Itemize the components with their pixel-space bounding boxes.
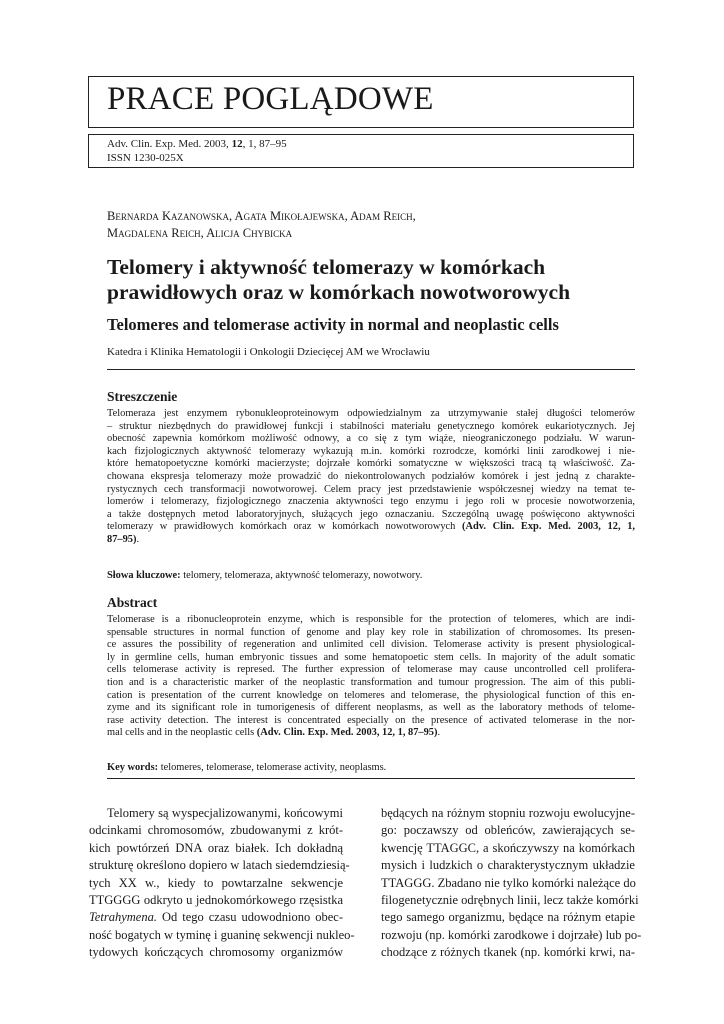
- abstract-heading: Abstract: [107, 595, 158, 610]
- text-line: chodzące z różnych tkanek (np. komórki krwi, na-: [381, 945, 635, 960]
- text-line: kach fizjologicznych aktywność telomerazy wykazują m.in. komórki rozrodcze, komórki linii zarodkowej i nie-: [107, 445, 635, 457]
- text-line: Telomerase is a ribonucleoprotein enzyme, which is responsible for the protection of telomeres, which are indi-: [107, 614, 635, 625]
- keywords-english: [107, 762, 635, 773]
- text-line: kwencję TTAGGC, a skończywszy na komórkach: [381, 840, 635, 855]
- authors-line: Bernarda Kazanowska, Agata Mikołajewska, Adam Reich,: [107, 209, 416, 223]
- section-header-box: [88, 76, 634, 128]
- keywords-label: Key words:: [107, 762, 159, 773]
- text-line: Telomeraza jest enzymem rybonukleoproteinowym odpowiedzialnym za utrzymywanie stałej długości telomerów: [107, 408, 635, 419]
- keywords-text: telomery, telomeraza, aktywność telomerazy, nowotwory.: [180, 570, 423, 581]
- text-line: rozwoju (np. komórki zarodkowe i dojrzałe) lub po-: [381, 927, 642, 942]
- citation-bold: 87–95): [107, 533, 137, 545]
- text-line: – struktur niezbędnych do prawidłowej funkcji i stabilności materiału genetycznego komórek eukariotycznych. Jej: [107, 420, 635, 432]
- text-line: kich powtórzeń DNA oraz białek. Ich dokładną: [89, 840, 343, 855]
- text-line: go: poczawszy od obleńców, zawierających se-: [381, 823, 635, 838]
- body-column-right: [381, 805, 642, 962]
- issn: ISSN 1230-025X: [107, 152, 184, 164]
- text-line: a także dostępnych metod laboratoryjnych, służących jego oznaczaniu. Szczególną uwagę poświęcono aktywności: [107, 508, 635, 520]
- text-line: tego samego organizmu, będące na różnym etapie: [381, 910, 635, 925]
- text-line: TTAGGG. Zbadano nie tylko komórki należące do: [381, 875, 636, 890]
- keywords-text: telomeres, telomerase, telomerase activity, neoplasms.: [158, 762, 387, 773]
- text-line: cation is presentation of the current knowledge on telomeres and telomerase, the physiological function of this en-: [107, 689, 635, 701]
- article-title-english: Telomeres and telomerase activity in normal and neoplastic cells: [107, 315, 559, 334]
- text-line: tion and is a characteristic marker of the neoplastic transformation and tumour progression. The aim of this publi-: [107, 676, 635, 688]
- text-line: rase activity detection. The interest is concentrated especially on the presence of activated telomerase in the nor-: [107, 714, 635, 726]
- text-span: .: [437, 727, 441, 739]
- title-line: prawidłowych oraz w komórkach nowotworowych: [107, 280, 571, 304]
- citation-volume: 12: [231, 138, 243, 150]
- text-line: filogenetycznie odrębnych linii, lecz także komórki: [381, 893, 639, 908]
- text-line: będących na różnym stopniu rozwoju ewolucyjne-: [381, 806, 635, 820]
- citation-bold: (Adv. Clin. Exp. Med. 2003, 12, 1, 87–95): [256, 727, 438, 739]
- author-list: [107, 208, 627, 242]
- text-span: mal cells and in the neoplastic cells: [107, 727, 257, 739]
- body-column-left: [89, 805, 355, 962]
- text-line: [107, 521, 635, 534]
- citation-bold: (Adv. Clin. Exp. Med. 2003, 12, 1,: [462, 521, 635, 533]
- authors-line: Magdalena Reich, Alicja Chybicka: [107, 226, 293, 240]
- divider: [107, 778, 635, 779]
- streszczenie-heading: Streszczenie: [107, 389, 178, 404]
- text-line: spensable structures in normal function of genome and play key role in stabilization of chromosomes. Its presen-: [107, 626, 635, 638]
- section-title: PRACE POGLĄDOWE: [107, 81, 434, 117]
- citation-text: Adv. Clin. Exp. Med. 2003,: [107, 138, 232, 150]
- text-span: Od tego czasu udowodniono obec-: [156, 910, 343, 925]
- text-span: telomerazy w prawidłowych komórkach oraz w komórkach nowotworowych: [107, 521, 463, 533]
- divider: [107, 369, 635, 370]
- title-line: Telomery i aktywność telomerazy w komórkach: [107, 255, 546, 279]
- text-line: lomerów i telomerazy, fizjologicznego znaczenia aktywności tego enzymu i jego roli w procesie nowotworzenia,: [107, 496, 635, 508]
- streszczenie-body: [107, 408, 635, 547]
- italic-term: Tetrahymena.: [89, 910, 157, 925]
- keywords-label: Słowa kluczowe:: [107, 570, 181, 581]
- journal-citation: [107, 138, 287, 150]
- text-line: Telomery są wyspecjalizowanymi, końcowymi: [107, 806, 343, 820]
- text-line: [107, 727, 635, 740]
- text-line: cells telomerase activity is represed. The further expression of telomerase may cause uncontrolled cell prolifera-: [107, 664, 635, 676]
- text-line: zyme and its significant role in tumorigenesis of different neoplasms, as well as the laboratory methods of telome-: [107, 702, 635, 714]
- text-line: chowana ekspresja telomerazy może prowadzić do niekontrolowanych podziałów komórek i jest jedną z charakte-: [107, 470, 635, 482]
- text-line: obecność zapewnia komórkom możliwość odnowy, a co się z tym wiąże, nieograniczonego podziału. W warun-: [107, 433, 635, 445]
- article-title-polish: [107, 255, 627, 305]
- affiliation: Katedra i Klinika Hematologii i Onkologii Dziecięcej AM we Wrocławiu: [107, 346, 430, 358]
- text-line: TTGGGG odkryto u jednokomórkowego rzęsistka: [89, 893, 343, 908]
- text-line: mysich i ludzkich o charakterystycznym układzie: [381, 858, 635, 873]
- text-line: tydowych kończących chromosomy organizmów: [89, 945, 343, 960]
- text-line: odcinkami chromosomów, zbudowanymi z krót-: [89, 823, 343, 838]
- citation-box: [88, 134, 634, 168]
- abstract-body: [107, 614, 635, 740]
- text-line: rystycznych cech transformacji nowotworowej. Celem pracy jest przedstawienie współczesnej wiedzy na temat te-: [107, 483, 635, 495]
- keywords-polish: [107, 570, 635, 581]
- text-line: które hematopoetyczne komórki macierzyste; dojrzałe komórki somatyczne w większości tracą tą właściwość. Za-: [107, 458, 635, 470]
- text-line: ność bogatych w tyminę i guaninę sekwencji nukleo-: [89, 927, 355, 942]
- text-line: [89, 909, 343, 926]
- text-line: [107, 534, 635, 547]
- text-line: strukturę określono dopiero w latach siedemdziesią-: [89, 858, 350, 873]
- text-line: tych XX w., kiedy to powtarzalne sekwencje: [89, 875, 343, 890]
- text-line: ce assures the possibility of regeneration and unlimited cell division. Telomerase activity is present physiological-: [107, 639, 635, 651]
- text-span: .: [136, 533, 140, 545]
- text-line: ly in germline cells, human embryonic tissues and some hematopoetic stem cells. In majority of the adult somatic: [107, 651, 635, 663]
- citation-pages: , 1, 87–95: [242, 138, 287, 150]
